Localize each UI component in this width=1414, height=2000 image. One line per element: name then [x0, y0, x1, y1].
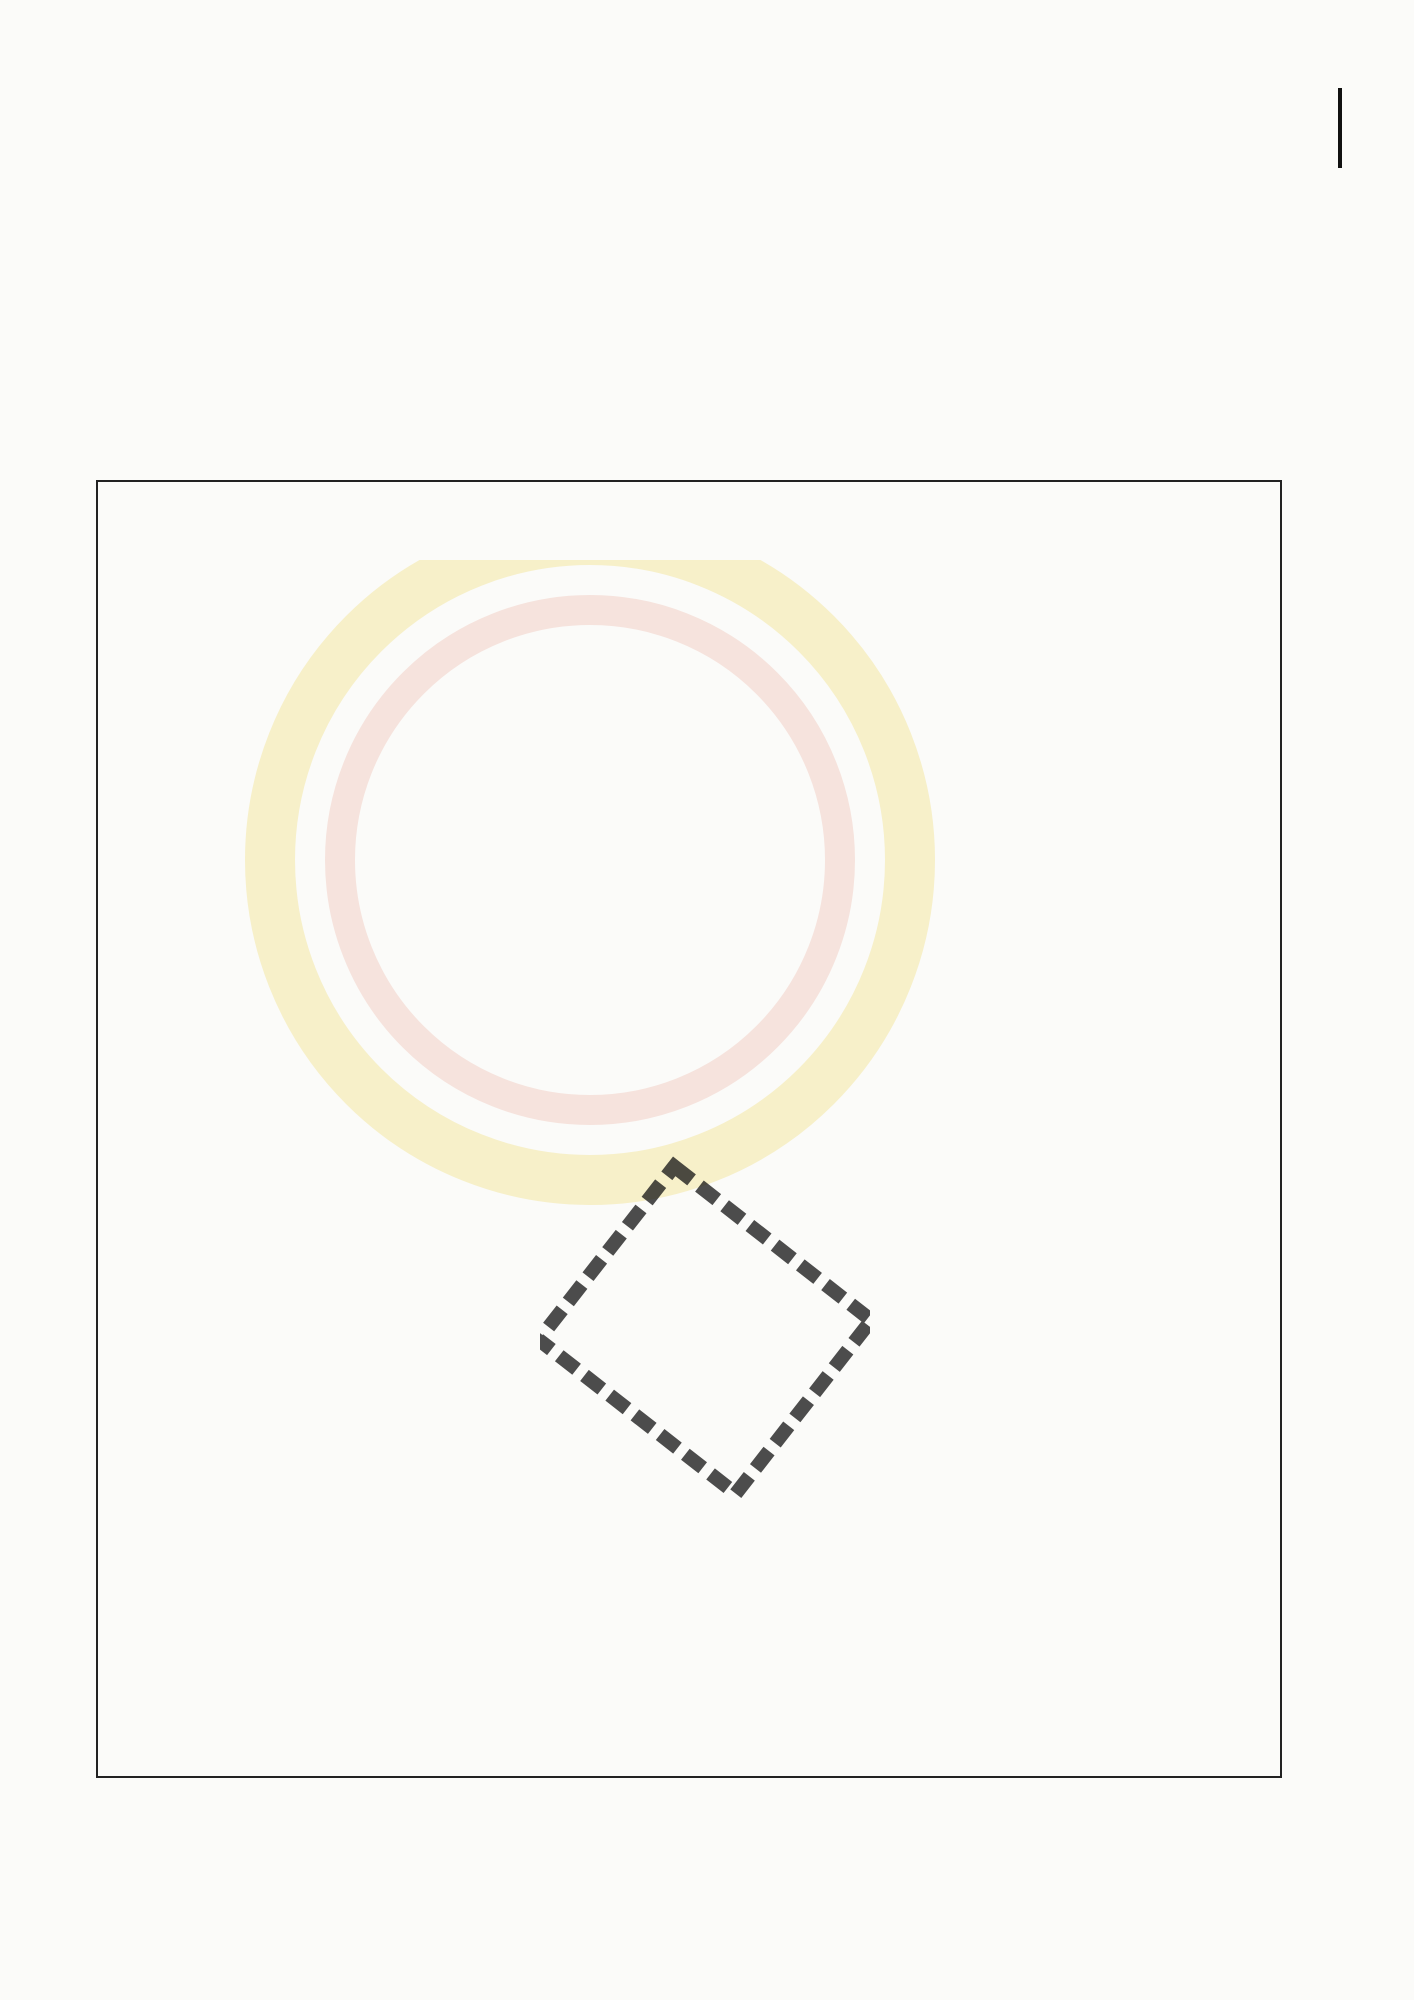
stamp-border	[540, 1166, 870, 1493]
footer-code	[85, 1795, 107, 1818]
questions-table	[96, 480, 1282, 1778]
blank-stamp	[540, 1140, 870, 1520]
margin-mark	[1338, 88, 1342, 168]
